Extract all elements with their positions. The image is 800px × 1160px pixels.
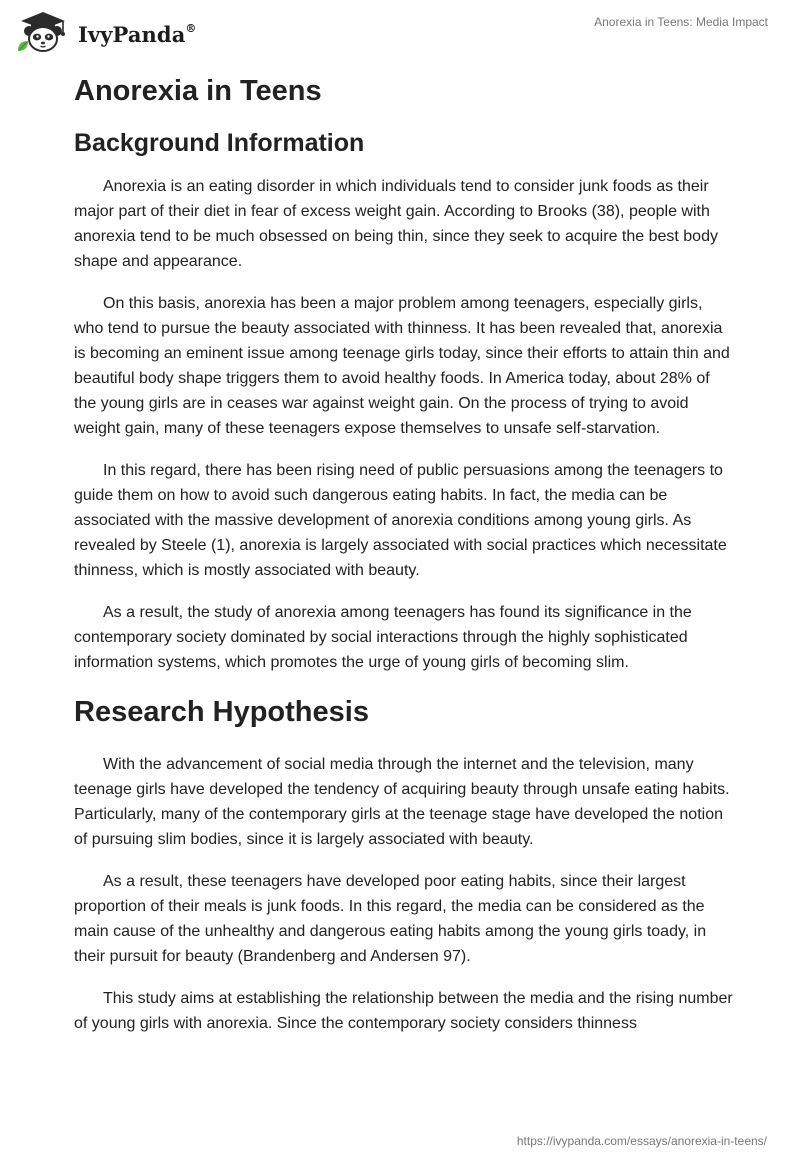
brand-name: IvyPanda® [78,21,197,47]
brand-logo[interactable] [14,9,197,55]
paragraph: As a result, these teenagers have developed poor eating habits, since their largest proportion of their meals is junk foods. In this regard, the media can be considered as the main cause of the unhealthy and dangerous eating habits among the young girls toady, in their pursuit for beauty (Brandenberg and Andersen 97). [74,873,707,965]
page-header [0,0,800,60]
document-title: Anorexia in Teens: Media Impact [594,15,768,29]
article-title: Anorexia in Teens [74,75,322,107]
section-heading: Research Hypothesis [74,696,369,728]
paragraph: This study aims at establishing the relationship between the media and the rising number of young girls with anorexia. Since the contemporary society considers thinness [74,990,733,1032]
article-body [74,70,734,1053]
paragraph: As a result, the study of anorexia among teenagers has found its significance in the contemporary society dominated by social interactions through the highly sophisticated information systems, which promotes the urge of young girls of becoming slim. [74,604,692,671]
section-heading: Background Information [74,129,365,157]
paragraph: In this regard, there has been rising need of public persuasions among the teenagers to guide them on how to avoid such dangerous eating habits. In fact, the media can be associated with the massive development of anorexia conditions among young girls. As revealed by Steele (1), anorexia is largely associated with social practices which necessitate thinness, which is mostly associated with beauty. [74,462,727,579]
source-url[interactable]: https://ivypanda.com/essays/anorexia-in-teens/ [516,1134,767,1148]
paragraph: With the advancement of social media through the internet and the television, many teenage girls have developed the tendency of acquiring beauty through unsafe eating habits. Particularly, many of the contemporary girls at the teenage stage have developed the notion of pursuing slim bodies, since it is largely associated with beauty. [74,756,730,848]
paragraph: On this basis, anorexia has been a major problem among teenagers, especially girls, who tend to pursue the beauty associated with thinness. It has been revealed that, anorexia is becoming an eminent issue among teenage girls today, since their efforts to attain thin and beautiful body shape triggers them to avoid healthy foods. In America today, about 28% of the young girls are in ceases war against weight gain. On the process of trying to avoid weight gain, many of these teenagers expose themselves to unsafe self-starvation. [74,295,730,437]
panda-graduate-icon [14,9,72,55]
paragraph: Anorexia is an eating disorder in which individuals tend to consider junk foods as their major part of their diet in fear of excess weight gain. According to Brooks (38), people with anorexia tend to be much obsessed on being thin, since they seek to acquire the best body shape and appearance. [74,178,718,270]
